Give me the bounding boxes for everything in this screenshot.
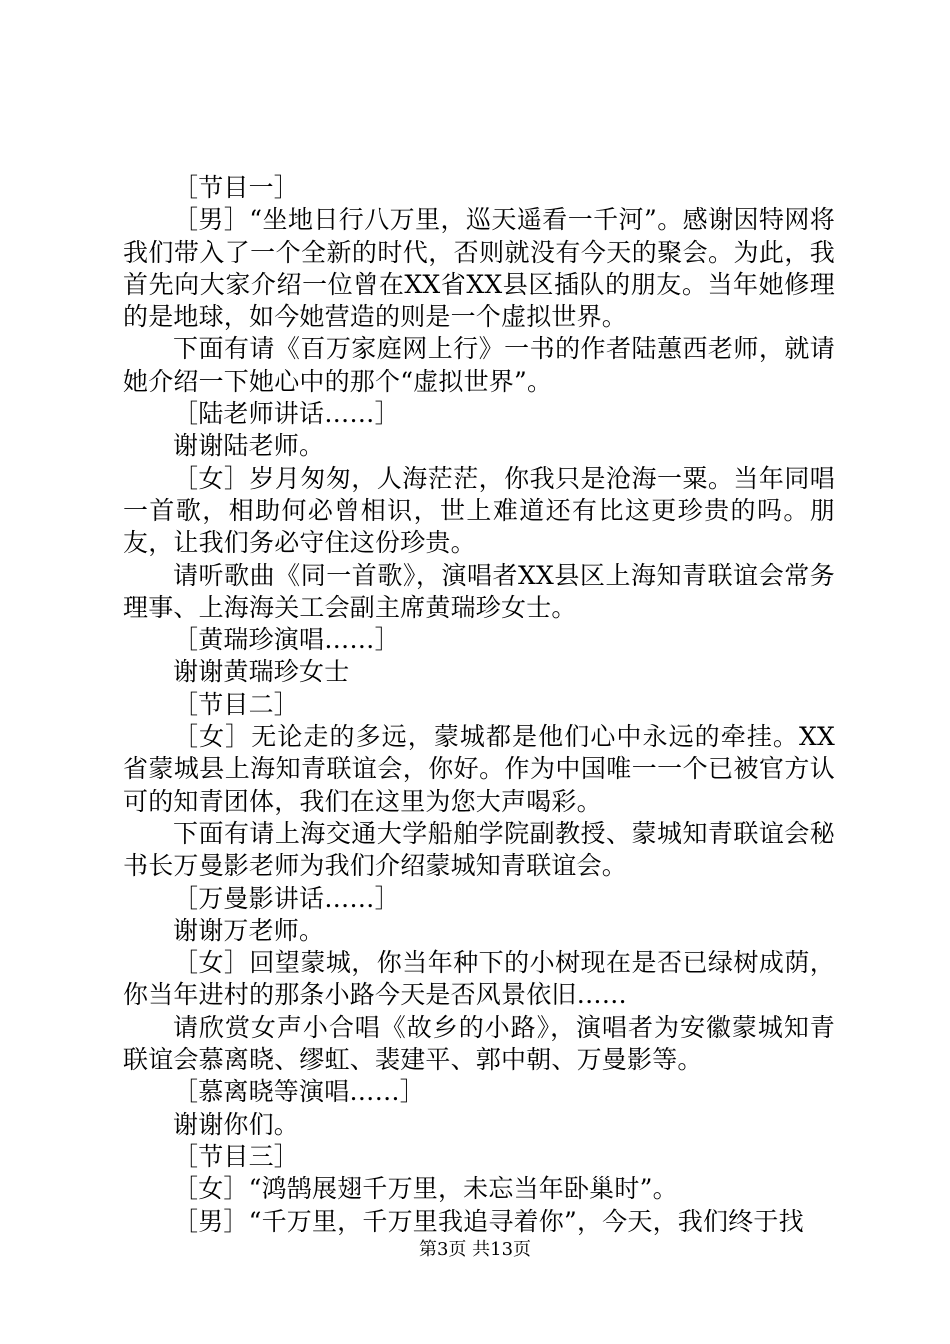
paragraph: 请听歌曲《同一首歌》，演唱者XX县区上海知青联谊会常务理事、上海海关工会副主席黄瑞珍女士。 <box>123 560 835 622</box>
paragraph: ［男］“坐地日行八万里，巡天遥看一千河”。感谢因特网将我们带入了一个全新的时代，否则就没有今天的聚会。为此，我首先向大家介绍一位曾在XX省XX县区插队的朋友。当年她修理的是地球，如今她营造的则是一个虚拟世界。 <box>123 205 835 332</box>
paragraph: ［女］岁月匆匆，人海茫茫，你我只是沧海一粟。当年同唱一首歌，相助何必曾相识，世上难道还有比这更珍贵的吗。朋友，让我们务必守住这份珍贵。 <box>123 463 835 558</box>
paragraph: ［万曼影讲话……］ <box>173 883 400 913</box>
paragraph: ［女］回望蒙城，你当年种下的小树现在是否已绿树成荫，你当年进村的那条小路今天是否风景依旧…… <box>123 948 835 1010</box>
paragraph: ［女］无论走的多远，蒙城都是他们心中永远的牵挂。XX省蒙城县上海知青联谊会，你好。作为中国唯一一个已被官方认可的知青团体，我们在这里为您大声喝彩。 <box>123 722 835 816</box>
paragraph: 谢谢陆老师。 <box>173 431 325 461</box>
paragraph: ［黄瑞珍演唱……］ <box>173 625 400 655</box>
paragraph: 下面有请上海交通大学船舶学院副教授、蒙城知青联谊会秘书长万曼影老师为我们介绍蒙城知青联谊会。 <box>123 818 835 881</box>
paragraph: ［男］“千万里，千万里我追寻着你”，今天，我们终于找 <box>173 1206 804 1236</box>
paragraph: ［节目三］ <box>173 1141 300 1171</box>
paragraph: ［陆老师讲话……］ <box>173 399 400 429</box>
paragraph: ［节目二］ <box>173 689 300 719</box>
paragraph: 下面有请《百万家庭网上行》一书的作者陆蕙西老师，就请她介绍一下她心中的那个“虚拟世界”。 <box>123 334 835 396</box>
paragraph: 谢谢万老师。 <box>173 915 325 945</box>
paragraph: 谢谢你们。 <box>173 1109 300 1139</box>
paragraph: 谢谢黄瑞珍女士 <box>173 657 350 687</box>
page-footer: 第3页 共13页 <box>418 1239 532 1260</box>
paragraph: ［慕离晓等演唱……］ <box>173 1077 426 1107</box>
document-body <box>123 172 835 1238</box>
paragraph: 请欣赏女声小合唱《故乡的小路》，演唱者为安徽蒙城知青联谊会慕离晓、缪虹、裴建平、郭中朝、万曼影等。 <box>123 1012 835 1075</box>
paragraph: ［女］“鸿鹄展翅千万里，未忘当年卧巢时”。 <box>173 1174 678 1204</box>
paragraph: ［节目一］ <box>173 173 300 202</box>
